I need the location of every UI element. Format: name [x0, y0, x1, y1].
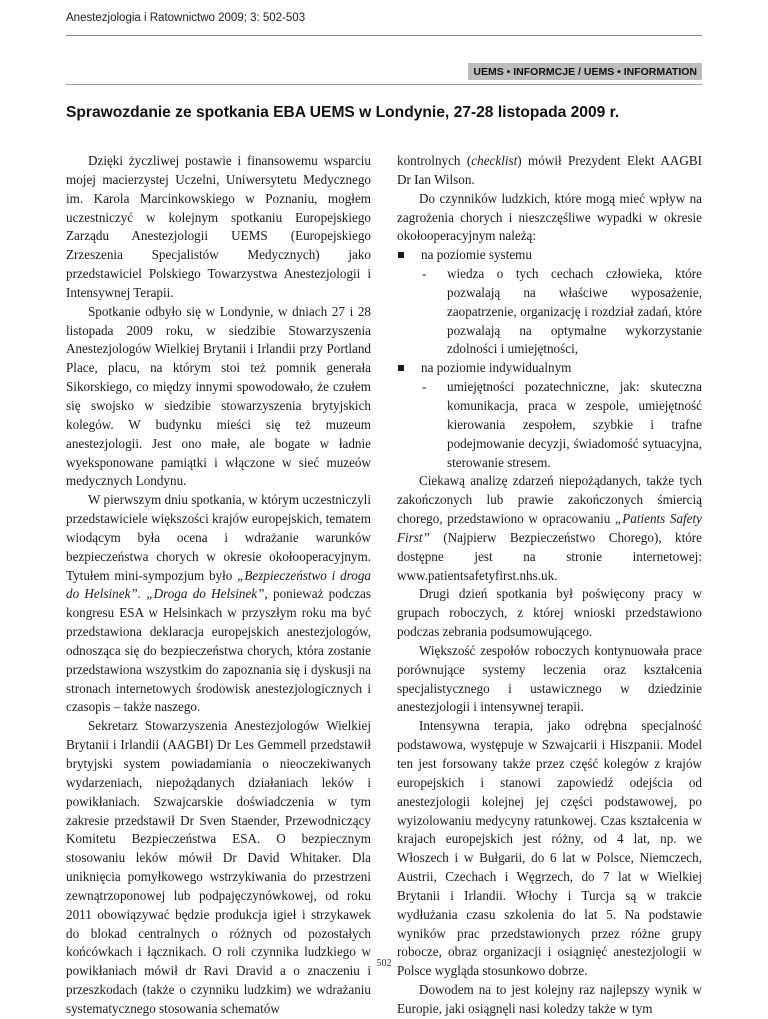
paragraph [397, 152, 702, 190]
bullet-item [397, 359, 702, 378]
right-column [397, 152, 702, 1019]
italic-text: „Bezpieczeństwo i droga do Helsinek”. „Droga do Helsinek” [66, 567, 371, 602]
paragraph: Większość zespołów roboczych kontynuowała prace porównujące systemy leczenia oraz kształcenia specjalistycznego i ustawicznego w dziedzinie anestezjologii i intensywnej terapii. [397, 642, 702, 715]
paragraph: Dzięki życzliwej postawie i finansowemu wsparciu mojej macierzystej Uczelni, Uniwersytetu Medycznego im. Karola Marcinkowskiego w Poznaniu, mogłem uczestniczyć w kolejnym spotkaniu Europejskiego Zarządu Anestezjologii UEMS (Europejskiego Zrzeszenia Specjalistów Medycznych) jako przedstawiciel Polskiego Towarzystwa Anestezjologii i Intensywnej Terapii. [66, 153, 371, 300]
dash-item [397, 265, 702, 359]
text: , ponieważ podczas kongresu ESA w Helsinkach w przyszłym roku ma być przedstawiona deklaracja europejskich anestezjologów, odnosząca się do bezpieczeństwa chorych, która zostanie przedstawiona wszystkim do zapoznania się i dyskusji na stronach internetowych środowisk anestezjologicznych i czasopis – także naszego. [66, 586, 372, 715]
page-number: 502 [376, 958, 392, 969]
dash-item [397, 378, 702, 472]
paragraph [66, 491, 371, 717]
bullet-text: na poziomie systemu [421, 247, 532, 263]
section-tag: UEMS • INFORMCJE / UEMS • INFORMATION [468, 63, 702, 80]
paragraph: Drugi dzień spotkania był poświęcony pracy w grupach roboczych, z której wnioski przedstawiono podczas zebrania podsumowującego. [397, 586, 702, 640]
text: ) mówił Prezydent Elekt AAGBI Dr Ian Wilson. [397, 153, 702, 187]
journal-header: Anestezjologia i Ratownictwo 2009; 3: 502-503 [66, 12, 306, 24]
left-column [66, 152, 371, 1019]
paragraph: Sekretarz Stowarzyszenia Anestezjologów Wielkiej Brytanii i Irlandii (AAGBI) Dr Les Gemmell przedstawił brytyjski system powiadamiania o nieoczekiwanych wydarzeniach, niepożądanych działaniach leków i powikłaniach. Szwajcarskie doświadczenia w tym zakresie przedstawił Dr Sven Staender, Przewodniczący Komitetu Bezpieczeństwa ESA. O bezpiecznym stosowaniu leków mówił Dr David Whitaker. Dla uniknięcia pomyłkowego wstrzykiwania do przestrzeni zewnątrzoponowej lub podpajęczynówkowej, od roku 2011 obowiązywać będzie produkcja igieł i strzykawek do blokad centralnych o różnych od pozostałych końcówkach i łącznikach. O roli czynnika ludzkiego w powikłaniach mówił dr Ravi Dravid a o znaczeniu i przeszkodach (także o czynniku ludzkim) we wdrażaniu systematycznego stosowania schematów [66, 718, 371, 1016]
paragraph: Spotkanie odbyło się w Londynie, w dniach 27 i 28 listopada 2009 roku, w siedzibie Stowarzyszenia Anestezjologów Wielkiej Brytanii i Irlandii przy Portland Place, placu, na którym stoi też pomnik generała Sikorskiego, co między innymi spowodowało, że czułem się swojsko w siedzibie stowarzyszenia brytyjskich kolegów. W budynku mieści się też muzeum anestezjologii. Jest ono małe, ale bogate w ładnie wyeksponowane pamiątki i włączone w sieć muzeów medycznych Londynu. [66, 303, 371, 489]
bullet-text: na poziomie indywidualnym [421, 360, 572, 376]
dash-mark: - [422, 379, 427, 395]
header-rule [66, 35, 702, 36]
paragraph [397, 472, 702, 585]
italic-text: „Patients Safety First” [397, 511, 702, 545]
text: kontrolnych ( [397, 153, 472, 168]
dash-text: umiejętności pozatechniczne, jak: skuteczna komunikacja, praca w zespole, umiejętność kierowania zespołem, szybkie i trafne podejmowanie decyzji, świadomość sytuacyjna, sterowanie stresem. [447, 379, 702, 470]
article-title: Sprawozdanie ze spotkania EBA UEMS w Londynie, 27-28 listopada 2009 r. [66, 104, 620, 121]
text: W pierwszym dniu spotkania, w którym uczestniczyli przedstawiciele większości krajów europejskich, tematem wiodącym była ocena i wdrażanie warunków bezpieczeństwa chorych w okresie okołooperacyjnym. Tytułem mini-sympozjum było [66, 492, 371, 583]
italic-text: checklist [471, 153, 518, 168]
text: Ciekawą analizę zdarzeń niepożądanych, także tych zakończonych lub prawie zakończonych śmiercią chorego, przedstawiono w opracowaniu [397, 473, 702, 527]
text: (Najpierw Bezpieczeństwo Chorego), które dostępne jest na stronie internetowej: www.patientsafetyfirst.nhs.uk. [397, 529, 702, 583]
dash-mark: - [422, 266, 427, 282]
section-rule [66, 84, 702, 85]
paragraph: Dowodem na to jest kolejny raz najlepszy wynik w Europie, jaki osiągnęli nasi koledzy także w tym [397, 982, 702, 1016]
paragraph: Intensywna terapia, jako odrębna specjalność podstawowa, występuje w Szwajcarii i Hiszpanii. Model ten jest forsowany także przez część kolegów z krajów europejskich i stanowi zapowiedź odejścia od anestezjologii kolejnej jej części podstawowej, po wyizolowaniu medycyny ratunkowej. Czas kształcenia w krajach europejskich jest różny, od 4 lat, np. we Włoszech i w Bułgarii, do 6 lat w Polsce, Niemczech, Austrii, Czechach i Węgrzech, do 7 lat w Wielkiej Brytanii i Irlandii. Włochy i Turcja są w trakcie wydłużania czasu szkolenia do lat 5. Na podstawie wyników prac przedstawionych przez różne grupy robocze, obraz organizacji i osiągnięć anestezjologii w Polsce wygląda stosunkowo dobrze. [397, 718, 702, 979]
bullet-item [397, 246, 702, 265]
paragraph: Do czynników ludzkich, które mogą mieć wpływ na zagrożenia chorych i nieszczęśliwe wypadki w okresie okołooperacyjnym należą: [397, 190, 702, 244]
dash-text: wiedza o tych cechach człowieka, które pozwalają na właściwe wyposażenie, zaopatrzenie, organizację i rozdział zadań, które pozwalają na optymalne wykorzystanie zdolności i umiejętności, [447, 266, 702, 357]
